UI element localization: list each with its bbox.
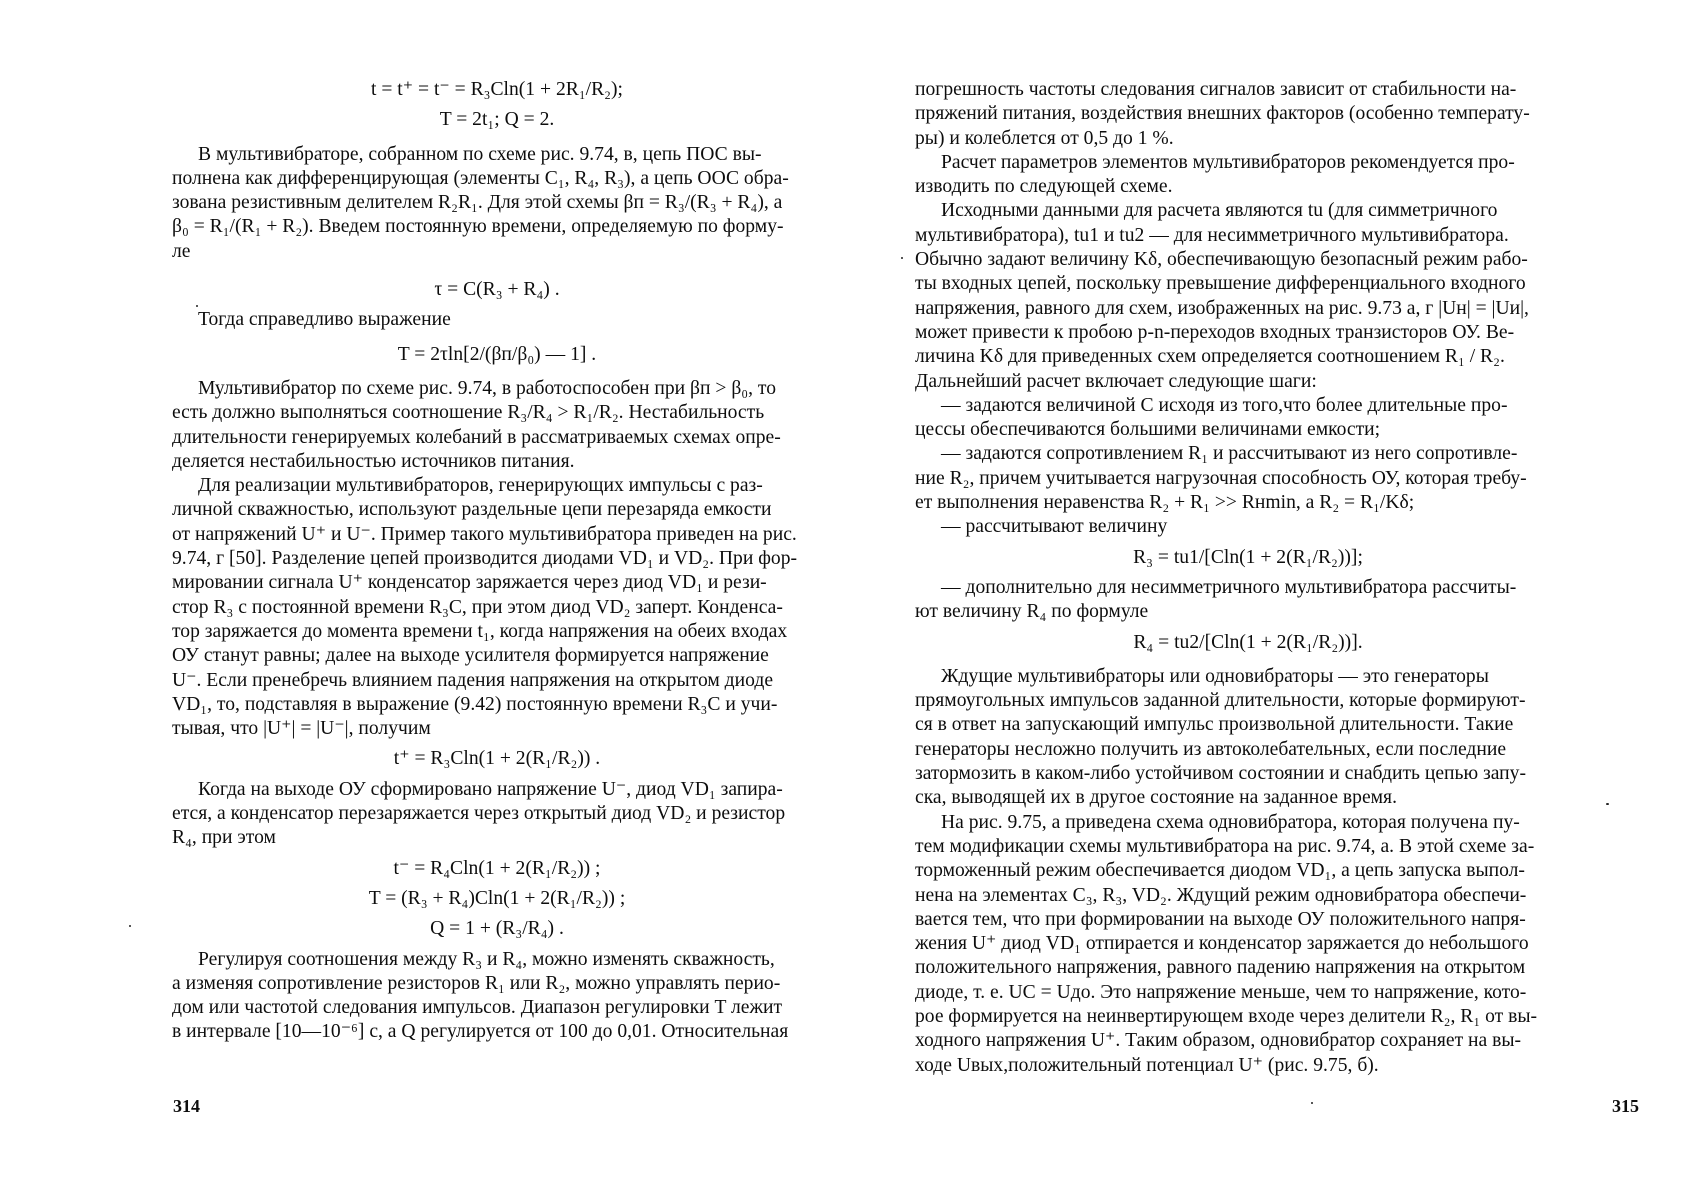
text-line: затормозить в каком-либо устойчивом состоянии и снабдить цепью запу-	[915, 763, 1526, 785]
formula: T = (R₃ + R₄)Cln(1 + 2(R₁/R₂)) ;	[368, 887, 626, 909]
text-line: — задаются величиной C исходя из того,что более длительные про-	[941, 394, 1508, 416]
formula: t = t⁺ = t⁻ = R₃Cln(1 + 2R₁/R₂);	[371, 79, 623, 100]
text-line: есть должно выполняться соотношение R₃/R₄ > R₁/R₂. Нестабильность	[172, 402, 765, 424]
text-line: полнена как дифференцирующая (элементы C₁, R₄, R₃), а цепь ООС обра-	[172, 167, 789, 189]
text-line: Ждущие мультивибраторы или одновибраторы — это генераторы	[941, 665, 1489, 687]
text-line: генераторы несложно получить из автоколебательных, если последние	[915, 738, 1507, 760]
left-text-column	[172, 78, 822, 1045]
formula: τ = C(R₃ + R₄) .	[434, 279, 560, 301]
text-line: нена на элементах C₃, R₃, VD₂. Ждущий режим одновибратора обеспечи-	[915, 884, 1527, 906]
text-line: Дальнейший расчет включает следующие шаги:	[915, 370, 1317, 392]
text-line: напряжения, равного для схем, изображенных на рис. 9.73 а, г |Uн| = |Uи|,	[915, 297, 1529, 319]
text-line: ОУ станут равны; далее на выходе усилителя формируется напряжение	[172, 645, 769, 667]
text-line: тывая, что |U⁺| = |U⁻|, получим	[172, 718, 431, 740]
text-line: ние R₂, причем учитывается нагрузочная способность ОУ, которая требу-	[915, 467, 1527, 489]
text-line: ска, выводящей их в другое состояние на заданное время.	[915, 787, 1397, 809]
text-line: тор заряжается до момента времени t₁, когда напряжения на обеих входах	[172, 620, 788, 642]
text-line: 9.74, г [50]. Разделение цепей производится диодами VD₁ и VD₂. При фор-	[172, 548, 798, 570]
text-line: личной скважностью, используют раздельные цепи перезаряда емкости	[172, 499, 772, 521]
text-line: ется, а конденсатор перезаряжается через открытый диод VD₂ и резистор	[172, 803, 786, 825]
text-line: Регулируя соотношения между R₃ и R₄, можно изменять скважность,	[198, 948, 775, 970]
text-line: диоде, т. е. UC = Uдо. Это напряжение меньше, чем то напряжение, кото-	[915, 981, 1527, 1003]
text-line: изводить по следующей схеме.	[915, 176, 1173, 198]
text-line: торможенный режим обеспечивается диодом VD₁, а цепь запуска выпол-	[915, 860, 1525, 882]
formula: Q = 1 + (R₃/R₄) .	[430, 918, 564, 940]
text-line: от напряжений U⁺ и U⁻. Пример такого мультивибратора приведен на рис.	[172, 523, 797, 545]
text-line: Когда на выходе ОУ сформировано напряжение U⁻, диод VD₁ запира-	[198, 778, 783, 800]
text-line: Исходными данными для расчета являются tu (для симметричного	[941, 200, 1498, 222]
text-line: жения U⁺ диод VD₁ отпирается и конденсатор заряжается до небольшого	[915, 933, 1529, 955]
text-line: VD₁, то, подставляя в выражение (9.42) постоянную времени R₃C и учи-	[172, 693, 778, 715]
text-line: зована резистивным делителем R₂R₁. Для этой схемы βп = R₃/(R₃ + R₄), а	[172, 192, 783, 214]
text-line: Для реализации мультивибраторов, генерирующих импульсы с раз-	[198, 475, 763, 497]
text-line: личина Kδ для приведенных схем определяется соотношением R₁ / R₂.	[915, 346, 1505, 368]
text-line: — задаются сопротивлением R₁ и рассчитывают из него сопротивле-	[941, 443, 1518, 465]
text-line: R₄, при этом	[172, 827, 276, 849]
text-line: ле	[172, 240, 191, 262]
page-number: 315	[1612, 1096, 1639, 1116]
text-line: В мультивибраторе, собранном по схеме рис. 9.74, в, цепь ПОС вы-	[198, 143, 762, 165]
text-line: U⁻. Если пренебречь влиянием падения напряжения на открытом диоде	[172, 669, 774, 691]
text-line: пряжений питания, воздействия внешних факторов (особенно температу-	[915, 103, 1530, 125]
text-line: ходе Uвых,положительный потенциал U⁺ (рис. 9.75, б).	[915, 1054, 1379, 1076]
text-line: прямоугольных импульсов заданной длительности, которые формируют-	[915, 690, 1526, 712]
text-line: Расчет параметров элементов мультивибраторов рекомендуется про-	[941, 151, 1515, 173]
text-line: ты входных цепей, поскольку превышение дифференциального входного	[915, 273, 1526, 295]
text-line: в интервале [10—10⁻⁶] с, а Q регулируется от 100 до 0,01. Относительная	[172, 1021, 789, 1043]
text-line: β₀ = R₁/(R₁ + R₂). Введем постоянную времени, определяемую по форму-	[172, 216, 784, 238]
text-line: стор R₃ с постоянной времени R₃C, при этом диод VD₂ заперт. Конденса-	[172, 596, 783, 618]
text-line: положительного напряжения, равного падению напряжения на открытом	[915, 957, 1526, 979]
text-line: вается тем, что при формировании на выходе ОУ положительного напря-	[915, 908, 1526, 930]
text-line: дом или частотой следования импульсов. Диапазон регулировки T лежит	[172, 997, 783, 1019]
text-line: цессы обеспечиваются большими величинами емкости;	[915, 419, 1381, 441]
scan-speck	[196, 305, 198, 307]
formula: t⁺ = R₃Cln(1 + 2(R₁/R₂)) .	[393, 748, 601, 770]
text-line: а изменяя сопротивление резисторов R₁ или R₂, можно управлять перио-	[172, 972, 781, 994]
scan-speck	[1311, 1102, 1313, 1104]
scan-speck	[129, 925, 131, 927]
text-line: ет выполнения неравенства R₂ + R₁ >> Rнmin, а R₂ = R₁/Kδ;	[915, 492, 1415, 514]
text-line: На рис. 9.75, а приведена схема одновибратора, которая получена пу-	[941, 811, 1520, 833]
text-line: погрешность частоты следования сигналов зависит от стабильности на-	[915, 79, 1517, 100]
text-line: тем модификации схемы мультивибратора на рис. 9.74, а. В этой схеме за-	[915, 835, 1535, 857]
text-line: Мультивибратор по схеме рис. 9.74, в работоспособен при βп > β₀, то	[198, 377, 777, 399]
formula: R₃ = tu1/[Cln(1 + 2(R₁/R₂))];	[1133, 546, 1363, 568]
page-number: 314	[173, 1096, 200, 1116]
text-line: Тогда справедливо выражение	[198, 309, 451, 331]
formula: t⁻ = R₄Cln(1 + 2(R₁/R₂)) ;	[393, 857, 601, 879]
text-line: длительности генерируемых колебаний в рассматриваемых схемах опре-	[172, 426, 781, 448]
scan-speck	[901, 257, 903, 259]
formula: T = 2τln[2/(βп/β₀) — 1] .	[397, 343, 597, 365]
page-right	[842, 0, 1683, 1191]
text-line: Обычно задают величину Kδ, обеспечивающую безопасный режим рабо-	[915, 249, 1528, 271]
text-line: ся в ответ на запускающий импульс произвольной длительности. Такие	[915, 714, 1514, 736]
text-line: мировании сигнала U⁺ конденсатор заряжается через диод VD₁ и рези-	[172, 572, 767, 594]
text-line: — рассчитывают величину	[941, 516, 1168, 538]
text-line: ры) и колеблется от 0,5 до 1 %.	[915, 127, 1174, 149]
formula: R₄ = tu2/[Cln(1 + 2(R₁/R₂))].	[1133, 631, 1363, 653]
text-line: — дополнительно для несимметричного мультивибратора рассчиты-	[941, 576, 1517, 598]
text-line: ходного напряжения U⁺. Таким образом, одновибратор сохраняет на вы-	[915, 1030, 1522, 1052]
text-line: рое формируется на неинвертирующем входе через делители R₂, R₁ от вы-	[915, 1005, 1538, 1027]
text-line: ют величину R₄ по формуле	[915, 601, 1149, 623]
text-line: может привести к пробою p-n-переходов входных транзисторов ОУ. Ве-	[915, 321, 1515, 343]
right-text-column	[915, 78, 1581, 1078]
text-line: мультивибратора), tu1 и tu2 — для несимметричного мультивибратора.	[915, 224, 1509, 246]
formula: T = 2t₁; Q = 2.	[439, 109, 555, 131]
scan-speck	[1606, 803, 1609, 805]
text-line: деляется нестабильностью источников питания.	[172, 450, 575, 472]
